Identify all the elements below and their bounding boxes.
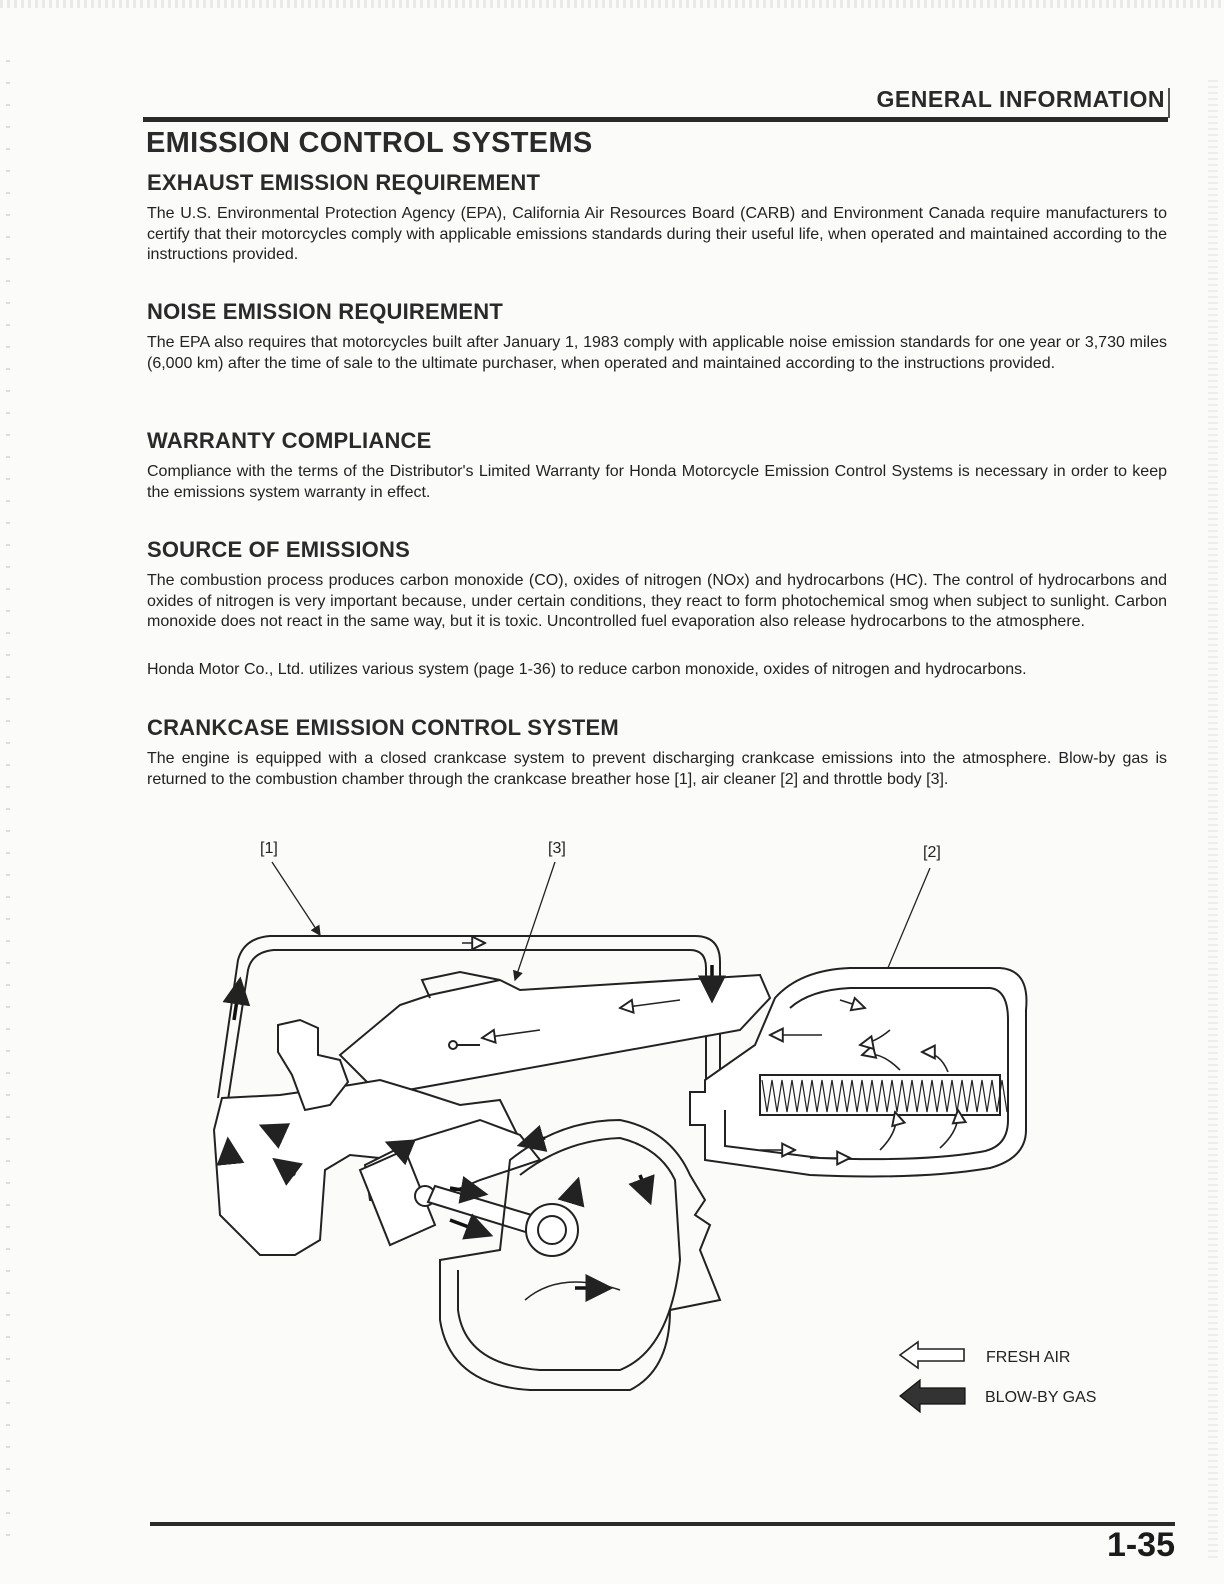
heading-exhaust: EXHAUST EMISSION REQUIREMENT	[147, 170, 541, 195]
heading-noise: NOISE EMISSION REQUIREMENT	[147, 299, 504, 324]
callout-air-cleaner: [2]	[923, 844, 941, 861]
page-title: EMISSION CONTROL SYSTEMS	[146, 127, 593, 159]
paragraph-crankcase: The engine is equipped with a closed crankcase system to prevent discharging crankcase emissions into the atmosphere. Blow-by gas is returned to the combustion chamber through the crankcase breather hose [1], air cleaner [2] and throttle body [3].	[147, 750, 1167, 788]
heading-source: SOURCE OF EMISSIONS	[147, 537, 410, 562]
paragraph-exhaust: The U.S. Environmental Protection Agency (EPA), California Air Resources Board (CARB) and Environment Canada require manufacturers to certify that their motorcycles comply with applicable emissions standards during their useful life, when operated and maintained according to the instructions provided.	[147, 205, 1167, 263]
header-rule-tick	[1168, 88, 1170, 118]
scan-right-margin	[1208, 80, 1218, 1560]
paragraph-noise: The EPA also requires that motorcycles built after January 1, 1983 comply with applicable noise emission standards for one year or 3,730 miles (6,000 km) after the time of sale to the ultimate purchaser, when operated and maintained according to the instructions provided.	[147, 334, 1167, 372]
callout-throttle-body: [3]	[548, 840, 566, 857]
paragraph-source-2: Honda Motor Co., Ltd. utilizes various system (page 1-36) to reduce carbon monoxide, oxides of nitrogen and hydrocarbons.	[147, 661, 1027, 678]
legend-fresh-air: FRESH AIR	[986, 1349, 1071, 1366]
callout-breather-hose: [1]	[260, 840, 278, 857]
heading-warranty: WARRANTY COMPLIANCE	[147, 428, 432, 453]
heading-crankcase: CRANKCASE EMISSION CONTROL SYSTEM	[147, 715, 619, 740]
footer-rule	[150, 1522, 1175, 1526]
paragraph-warranty: Compliance with the terms of the Distributor's Limited Warranty for Honda Motorcycle Emission Control Systems is necessary in order to keep the emissions system warranty in effect.	[147, 463, 1167, 501]
hollow-arrow-icon	[900, 1342, 964, 1368]
legend	[900, 1342, 1096, 1412]
leader-lines	[272, 862, 930, 982]
legend-blow-by-gas: BLOW-BY GAS	[985, 1389, 1097, 1406]
crankcase-breather-diagram	[200, 830, 1180, 1420]
section-header: GENERAL INFORMATION	[876, 86, 1165, 112]
header-rule	[143, 117, 1168, 122]
paragraph-source-1: The combustion process produces carbon monoxide (CO), oxides of nitrogen (NOx) and hydrocarbons (HC). The control of hydrocarbons and oxides of nitrogen is very important because, under certain conditions, they react to form photochemical smog when subject to sunlight. Carbon monoxide does not react in the same way, but it is toxic. Uncontrolled fuel evaporation also release hydrocarbons to the atmosphere.	[147, 572, 1167, 630]
scan-left-margin	[6, 60, 10, 1540]
scan-edge	[0, 0, 1224, 8]
page-number: 1-35	[1106, 1526, 1175, 1564]
filled-arrow-icon	[900, 1380, 965, 1412]
